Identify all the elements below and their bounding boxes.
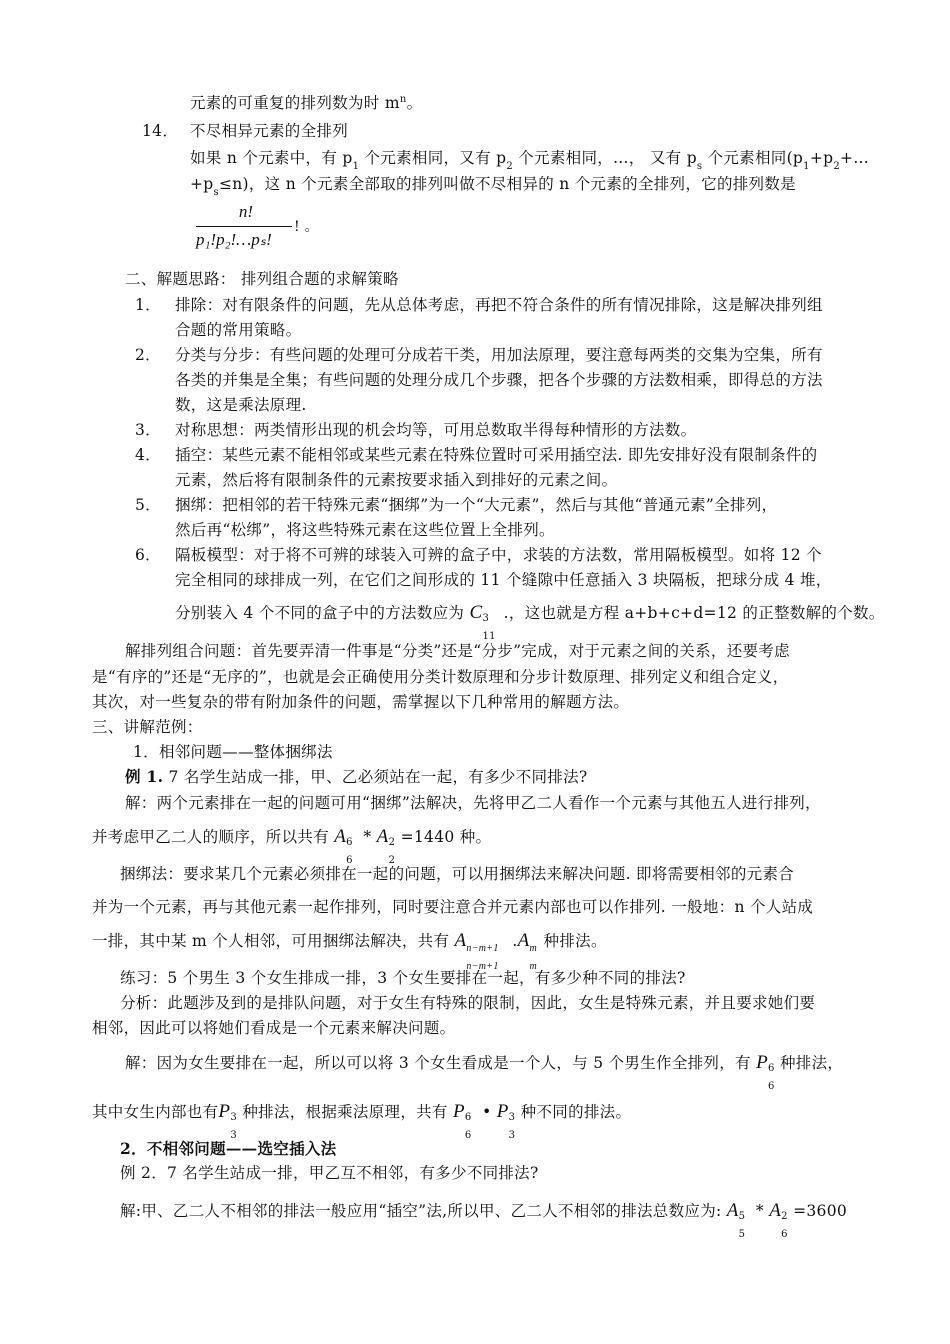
text-line: 各类的并集是全集；有些问题的处理分成几个步骤，把各个步骤的方法数相乘，即得总的方法: [175, 371, 823, 389]
permutation-symbol: A: [334, 826, 347, 847]
text: 如果 n 个元素中，有 p: [190, 149, 353, 167]
text: 个元素相同，又有 p: [359, 149, 507, 167]
text-line: 完全相同的球排成一列，在它们之间形成的 11 个缝隙中任意插入 3 块隔板，把球分成 4 堆，: [175, 571, 832, 589]
text: 种排法，根据乘法原理，共有: [242, 1103, 448, 1121]
example-label: 例 1.: [125, 767, 164, 786]
text-line: 分类与分步：有些问题的处理可分成若干类，用加法原理，要注意每两类的交集为空集，所有: [175, 346, 823, 364]
text-line: 插空：某些元素不能相邻或某些元素在特殊位置时可采用插空法. 即先安排好没有限制条件的: [175, 446, 818, 464]
text-line: 解:甲、乙二人不相邻的排法一般应用“插空”法,所以甲、乙二人不相邻的排法总数应为: A 5 5 * A 2 6 =3600: [120, 1200, 848, 1240]
subheading: 1．相邻问题——整体捆绑法: [133, 743, 333, 761]
item-number: 2．: [135, 346, 161, 364]
permutation-symbol: A: [454, 930, 467, 951]
text: 一排，其中某 m 个人相邻，可用捆绑法解决，共有: [92, 932, 450, 950]
section-heading: 二、解题思路： 排列组合题的求解策略: [125, 270, 399, 288]
text-line: 练习：5 个男生 3 个女生排成一排，3 个女生要排在一起，有多少种不同的排法?: [120, 969, 686, 987]
text-line: 其中女生内部也有P 3 3 种排法，根据乘法原理，共有 P 6 6 • P 3 3 种不同的排法。: [92, 1101, 632, 1141]
text-line: 解：因为女生要排在一起，所以可以将 3 个女生看成是一个人，与 5 个男生作全排列，有 P 6 6 种排法，: [125, 1052, 844, 1092]
example-line: 例 2．7 名学生站成一排，甲乙互不相邻，有多少不同排法?: [120, 1164, 539, 1182]
text-line: 分别装入 4 个不同的盒子中的方法数应为 C 3 11 .，这也就是方程 a+b+c+d=12 的正整数解的个数。: [175, 602, 885, 642]
text-line: 其次，对一些复杂的带有附加条件的问题，需掌握以下几种常用的解题方法。: [92, 693, 630, 711]
subscript: s: [696, 161, 703, 172]
subscript: 2: [506, 161, 514, 172]
text: ≤n)，这 n 个元素全部取的排列叫做不尽相异的 n 个元素的全排列，它的排列数是: [218, 175, 796, 193]
permutation-symbol: P: [756, 1052, 768, 1073]
text-line: [190, 147, 869, 172]
text-line: 合题的常用策略。: [175, 321, 302, 339]
subscript: s: [213, 187, 219, 198]
permutation-symbol: A: [769, 1200, 782, 1221]
text-line: 相邻，因此可以将她们看成是一个元素来解决问题。: [92, 1019, 456, 1037]
text: +p: [809, 149, 834, 167]
text: 元素的可重复的排列数为时 m: [190, 94, 400, 112]
text-line: [190, 92, 422, 117]
text-line: 排除：对有限条件的问题，先从总体考虑，再把不符合条件的所有情况排除，这是解决排列组: [175, 296, 823, 314]
text: 个元素相同(p: [702, 149, 804, 167]
text-line: 捆绑：把相邻的若干特殊元素“捆绑”为一个“大元素”，然后与其他“普通元素”全排列，: [175, 496, 778, 514]
subheading: [120, 1138, 337, 1160]
text-line: 解排列组合问题：首先要弄清一件事是“分类”还是“分步”完成，对于元素之间的关系，还要考虑: [125, 642, 790, 660]
permutation-symbol: A: [376, 826, 389, 847]
item-number: 1．: [135, 296, 161, 314]
fraction-bar: [196, 226, 292, 227]
text: 分别装入 4 个不同的盒子中的方法数应为: [175, 604, 465, 622]
text: 7 名学生站成一排，甲、乙必须站在一起，有多少不同排法?: [163, 768, 588, 786]
permutation-symbol: A: [517, 930, 530, 951]
text-line: 数，这是乘法原理.: [175, 396, 307, 414]
superscript: n: [399, 94, 407, 105]
combination-symbol: C: [469, 602, 483, 623]
text: 解:甲、乙二人不相邻的排法一般应用“插空”法,所以甲、乙二人不相邻的排法总数应为:: [120, 1202, 722, 1220]
text: =1440 种。: [400, 828, 492, 846]
fraction-formula: [196, 202, 319, 262]
text-line: [190, 173, 796, 198]
item-number: 14．: [142, 122, 179, 140]
permutation-symbol: P: [452, 1101, 465, 1122]
subscript: 2: [833, 161, 841, 172]
text: 并考虑甲乙二人的顺序，所以共有: [92, 828, 330, 846]
item-number: 3．: [135, 421, 161, 439]
text-line: 并考虑甲乙二人的顺序，所以共有 A 6 6 * A 2 2 =1440 种。: [92, 826, 492, 866]
permutation-symbol: A: [726, 1200, 739, 1221]
text-line: 是“有序的”还是“无序的”，也就是会正确使用分类计数原理和分步计数原理、排列定义和组合定义，: [92, 668, 789, 686]
fraction-denominator: p₁!p₂!…pₛ!: [196, 230, 272, 249]
text: 解：因为女生要排在一起，所以可以将 3 个女生看成是一个人，与 5 个男生作全排列，有: [125, 1054, 751, 1072]
text: 种排法，: [779, 1054, 844, 1072]
example-line: [125, 766, 588, 788]
item-number: 4．: [135, 446, 161, 464]
subscript: 1: [352, 161, 360, 172]
text-line: 一排，其中某 m 个人相邻，可用捆绑法解决，共有 A n−m+1 n−m+1 .A m m 种排法。: [92, 930, 607, 972]
fraction-numerator: n!: [238, 202, 254, 221]
permutation-symbol: P: [496, 1101, 509, 1122]
text-line: 分析：此题涉及到的是排队问题，对于女生有特殊的限制，因此，女生是特殊元素，并且要求她们要: [120, 994, 816, 1012]
item-title: 不尽相异元素的全排列: [190, 122, 349, 140]
text: 种不同的排法。: [520, 1103, 632, 1121]
text-line: 然后再“松绑”，将这些特殊元素在这些位置上全排列。: [175, 521, 555, 539]
text-line: 元素，然后将有限制条件的元素按要求插入到排好的元素之间。: [175, 471, 618, 489]
fraction-tail: ! 。: [294, 219, 319, 235]
text: ，这也就是方程 a+b+c+d=12 的正整数解的个数。: [508, 604, 885, 622]
text: 个元素相同，…， 又有 p: [513, 149, 697, 167]
text: 其中女生内部也有: [92, 1103, 219, 1121]
text: =3600: [793, 1202, 848, 1220]
text: 。: [406, 94, 423, 112]
subscript: 1: [803, 161, 810, 172]
item-number: 6．: [135, 546, 161, 564]
text: +…: [840, 149, 870, 167]
text-line: 并为一个元素，再与其他元素一起作排列，同时要注意合并元素内部也可以作排列. 一般地：n 个人站成: [92, 898, 814, 916]
text: 2．不相邻问题——选空插入法: [120, 1139, 337, 1158]
permutation-symbol: P: [218, 1101, 231, 1122]
text-line: 对称思想：两类情形出现的机会均等，可用总数取半得每种情形的方法数。: [175, 421, 697, 439]
text-line: 捆绑法：要求某几个元素必须排在一起的问题，可以用捆绑法来解决问题. 即将需要相邻的元素合: [120, 865, 795, 883]
text-line: 隔板模型：对于将不可辨的球装入可辨的盒子中，求装的方法数，常用隔板模型。如将 12 个: [175, 546, 822, 564]
text: 种排法。: [543, 932, 607, 950]
item-number: 5．: [135, 496, 161, 514]
section-heading: 三、讲解范例：: [92, 718, 203, 736]
text-line: 解：两个元素排在一起的问题可用“捆绑”法解决，先将甲乙二人看作一个元素与其他五人进行排列，: [125, 794, 821, 812]
text: +p: [190, 175, 214, 193]
